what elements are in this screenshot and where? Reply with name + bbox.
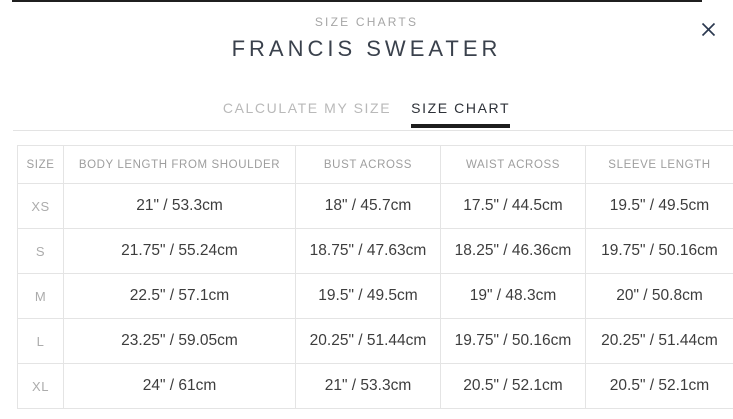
size-label-cell: L bbox=[18, 319, 64, 364]
measurement-cell: 20.25" / 51.44cm bbox=[296, 319, 441, 364]
column-header: BUST ACROSS bbox=[296, 146, 441, 184]
measurement-cell: 20.5" / 52.1cm bbox=[441, 364, 586, 409]
measurement-cell: 17.5" / 44.5cm bbox=[441, 184, 586, 229]
measurement-cell: 22.5" / 57.1cm bbox=[64, 274, 296, 319]
measurement-cell: 20.25" / 51.44cm bbox=[586, 319, 733, 364]
measurement-cell: 18.25" / 46.36cm bbox=[441, 229, 586, 274]
tab-bar bbox=[0, 100, 733, 128]
column-header: WAIST ACROSS bbox=[441, 146, 586, 184]
size-label-cell: XS bbox=[18, 184, 64, 229]
measurement-cell: 19.75" / 50.16cm bbox=[441, 319, 586, 364]
measurement-cell: 18" / 45.7cm bbox=[296, 184, 441, 229]
measurement-cell: 21" / 53.3cm bbox=[296, 364, 441, 409]
measurement-cell: 23.25" / 59.05cm bbox=[64, 319, 296, 364]
size-table-body bbox=[18, 184, 733, 409]
measurement-cell: 21" / 53.3cm bbox=[64, 184, 296, 229]
measurement-cell: 19.5" / 49.5cm bbox=[296, 274, 441, 319]
modal-eyebrow: SIZE CHARTS bbox=[314, 15, 419, 29]
column-header: SIZE bbox=[18, 146, 64, 184]
column-header: SLEEVE LENGTH bbox=[586, 146, 733, 184]
table-header-row bbox=[18, 146, 733, 184]
table-row bbox=[18, 229, 733, 274]
table-row bbox=[18, 364, 733, 409]
tab-bar-divider bbox=[13, 130, 733, 131]
table-row bbox=[18, 319, 733, 364]
measurement-cell: 24" / 61cm bbox=[64, 364, 296, 409]
top-divider bbox=[12, 0, 702, 2]
table-row bbox=[18, 184, 733, 229]
size-label-cell: S bbox=[18, 229, 64, 274]
measurement-cell: 19.75" / 50.16cm bbox=[586, 229, 733, 274]
measurement-cell: 19.5" / 49.5cm bbox=[586, 184, 733, 229]
table-row bbox=[18, 274, 733, 319]
page-title: FRANCIS SWEATER bbox=[231, 36, 502, 61]
size-label-cell: M bbox=[18, 274, 64, 319]
column-header: BODY LENGTH FROM SHOULDER bbox=[64, 146, 296, 184]
measurement-cell: 20.5" / 52.1cm bbox=[586, 364, 733, 409]
measurement-cell: 18.75" / 47.63cm bbox=[296, 229, 441, 274]
tab-calculate-my-size[interactable]: CALCULATE MY SIZE bbox=[223, 100, 391, 128]
tab-size-chart[interactable]: SIZE CHART bbox=[411, 100, 510, 128]
measurement-cell: 19" / 48.3cm bbox=[441, 274, 586, 319]
measurement-cell: 20" / 50.8cm bbox=[586, 274, 733, 319]
size-label-cell: XL bbox=[18, 364, 64, 409]
measurement-cell: 21.75" / 55.24cm bbox=[64, 229, 296, 274]
size-chart-table bbox=[17, 145, 733, 409]
